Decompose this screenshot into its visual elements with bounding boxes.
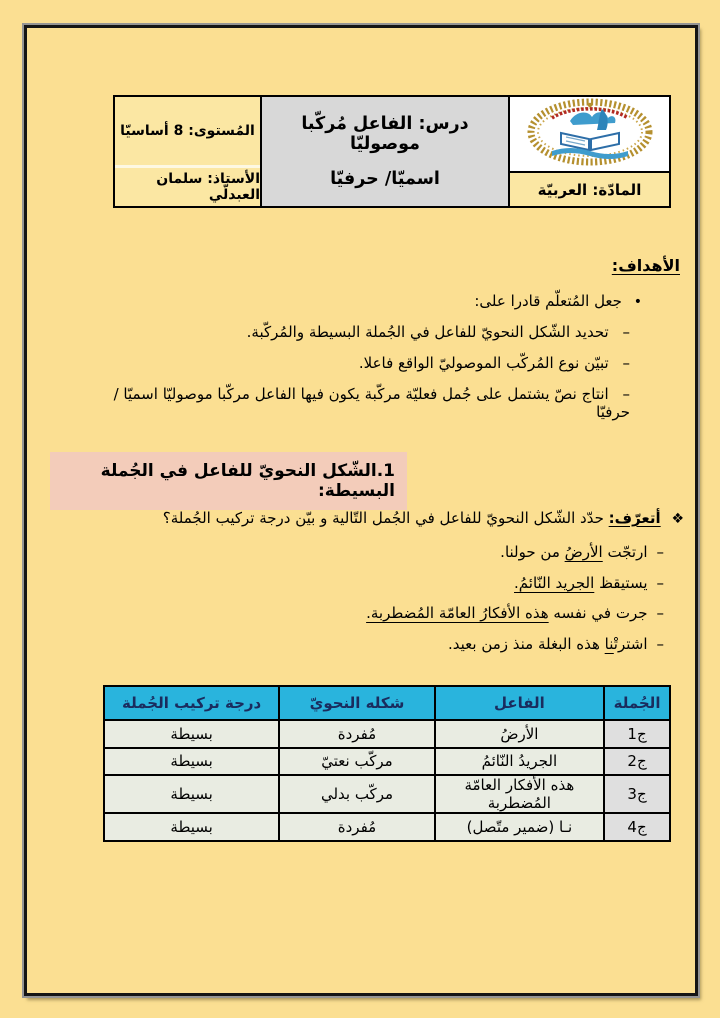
objectives-lead — [90, 292, 680, 310]
objective-item — [90, 354, 680, 372]
dash-icon: – — [622, 354, 630, 372]
dash-icon: – — [622, 323, 630, 341]
level-cell: المُستوى: 8 أساسيّا — [115, 97, 260, 168]
table-row — [104, 720, 670, 748]
example-text: من حولنا. — [500, 543, 565, 561]
underlined-subject: ‍نا — [604, 634, 614, 653]
subject-label: المادّة: العربيّة — [537, 180, 642, 199]
objectives-section — [90, 256, 680, 421]
cell-degree: بسيطة — [104, 748, 279, 776]
example-text: هذه البغلة منذ زمن بعيد. — [447, 634, 605, 653]
table-header-row — [104, 686, 670, 720]
cell-form: مركّب نعتيّ — [279, 748, 434, 776]
lesson-title-line2: اسميّا/ حرفيّا — [330, 169, 440, 189]
example-text: جرت في نفسه — [548, 604, 648, 622]
cell-subject: الأرضُ — [435, 720, 604, 748]
table-row — [104, 813, 670, 841]
cell-form: مُفردة — [279, 720, 434, 748]
dash-icon: – — [656, 604, 664, 622]
school-emblem-icon — [518, 97, 662, 171]
cell-subject: نـا (ضمير متّصل) — [435, 813, 604, 841]
col-header-form: شكله النحويّ — [279, 686, 434, 720]
objective-item-text: تحديد الشّكل النحويّ للفاعل في الجُملة البسيطة والمُركّبة. — [246, 323, 609, 341]
bullet-icon: • — [633, 294, 642, 310]
example-sentence — [366, 574, 664, 592]
cell-form: مُفردة — [279, 813, 434, 841]
activity-label: أتعرّف: — [608, 509, 661, 527]
activity-prompt — [163, 509, 684, 527]
cell-form: مركّب بدلي — [279, 775, 434, 813]
cell-degree: بسيطة — [104, 813, 279, 841]
cell-sentence-id: ج1 — [604, 720, 670, 748]
header-logo-column — [508, 97, 669, 206]
col-header-degree: درجة تركيب الجُملة — [104, 686, 279, 720]
dash-icon: – — [656, 634, 664, 653]
dash-icon: – — [622, 385, 630, 403]
cell-subject: الجريدُ النّائمُ — [435, 748, 604, 776]
dash-icon: – — [656, 543, 664, 561]
objectives-title: الأهداف: — [611, 256, 680, 275]
example-sentence — [366, 604, 664, 622]
cell-sentence-id: ج3 — [604, 775, 670, 813]
objectives-lead-text: جعل المُتعلّم قادرا على: — [474, 292, 622, 310]
example-text: اشترتْ‍ — [613, 634, 648, 653]
teacher-cell: الأستاذ: سلمان العبدلّي — [156, 171, 260, 203]
cell-sentence-id: ج4 — [604, 813, 670, 841]
cell-subject: هذه الأفكار العامّة المُضطربة — [435, 775, 604, 813]
activity-text: حدّد الشّكل النحويّ للفاعل في الجُمل التّالية و بيّن درجة تركيب الجُملة؟ — [162, 509, 604, 527]
lesson-title-line1: درس: الفاعل مُركّبا موصوليّا — [301, 114, 469, 154]
cell-sentence-id: ج2 — [604, 748, 670, 776]
example-text: ارتجّت — [602, 543, 648, 561]
section1-heading: 1.الشّكل النحويّ للفاعل في الجُملة البسيطة: — [50, 452, 407, 510]
underlined-subject: هذه الأفكارُ العامّة المُضطربة. — [366, 604, 549, 622]
objective-item-text: تبيّن نوع المُركّب الموصوليّ الواقع فاعلا. — [358, 354, 609, 372]
table-row — [104, 748, 670, 776]
example-sentence — [366, 543, 664, 561]
logo-cell — [510, 97, 669, 171]
underlined-subject: الأرضُ — [564, 543, 603, 561]
underlined-subject: الجريد النّائمُ. — [514, 573, 595, 592]
lesson-title-cell — [260, 97, 508, 206]
objective-item — [90, 385, 680, 421]
example-sentence — [366, 635, 664, 653]
col-header-sentence: الجُملة — [604, 686, 670, 720]
dash-icon: – — [656, 573, 664, 592]
analysis-table — [103, 685, 671, 842]
header-info-table — [113, 95, 671, 208]
example-sentences — [366, 543, 664, 665]
cell-degree: بسيطة — [104, 720, 279, 748]
objective-item — [90, 323, 680, 341]
col-header-subject: الفاعل — [435, 686, 604, 720]
diamond-bullet-icon: ❖ — [671, 511, 684, 527]
cell-degree: بسيطة — [104, 775, 279, 813]
table-row — [104, 775, 670, 813]
objective-item-text: انتاج نصّ يشتمل على جُمل فعليّة مركّبة يكون فيها الفاعل مركّبا موصوليّا اسميّا / حرفيّا — [113, 385, 630, 421]
example-text: يستيقظ — [594, 573, 648, 592]
header-level-column — [115, 97, 260, 206]
subject-cell — [510, 171, 669, 206]
